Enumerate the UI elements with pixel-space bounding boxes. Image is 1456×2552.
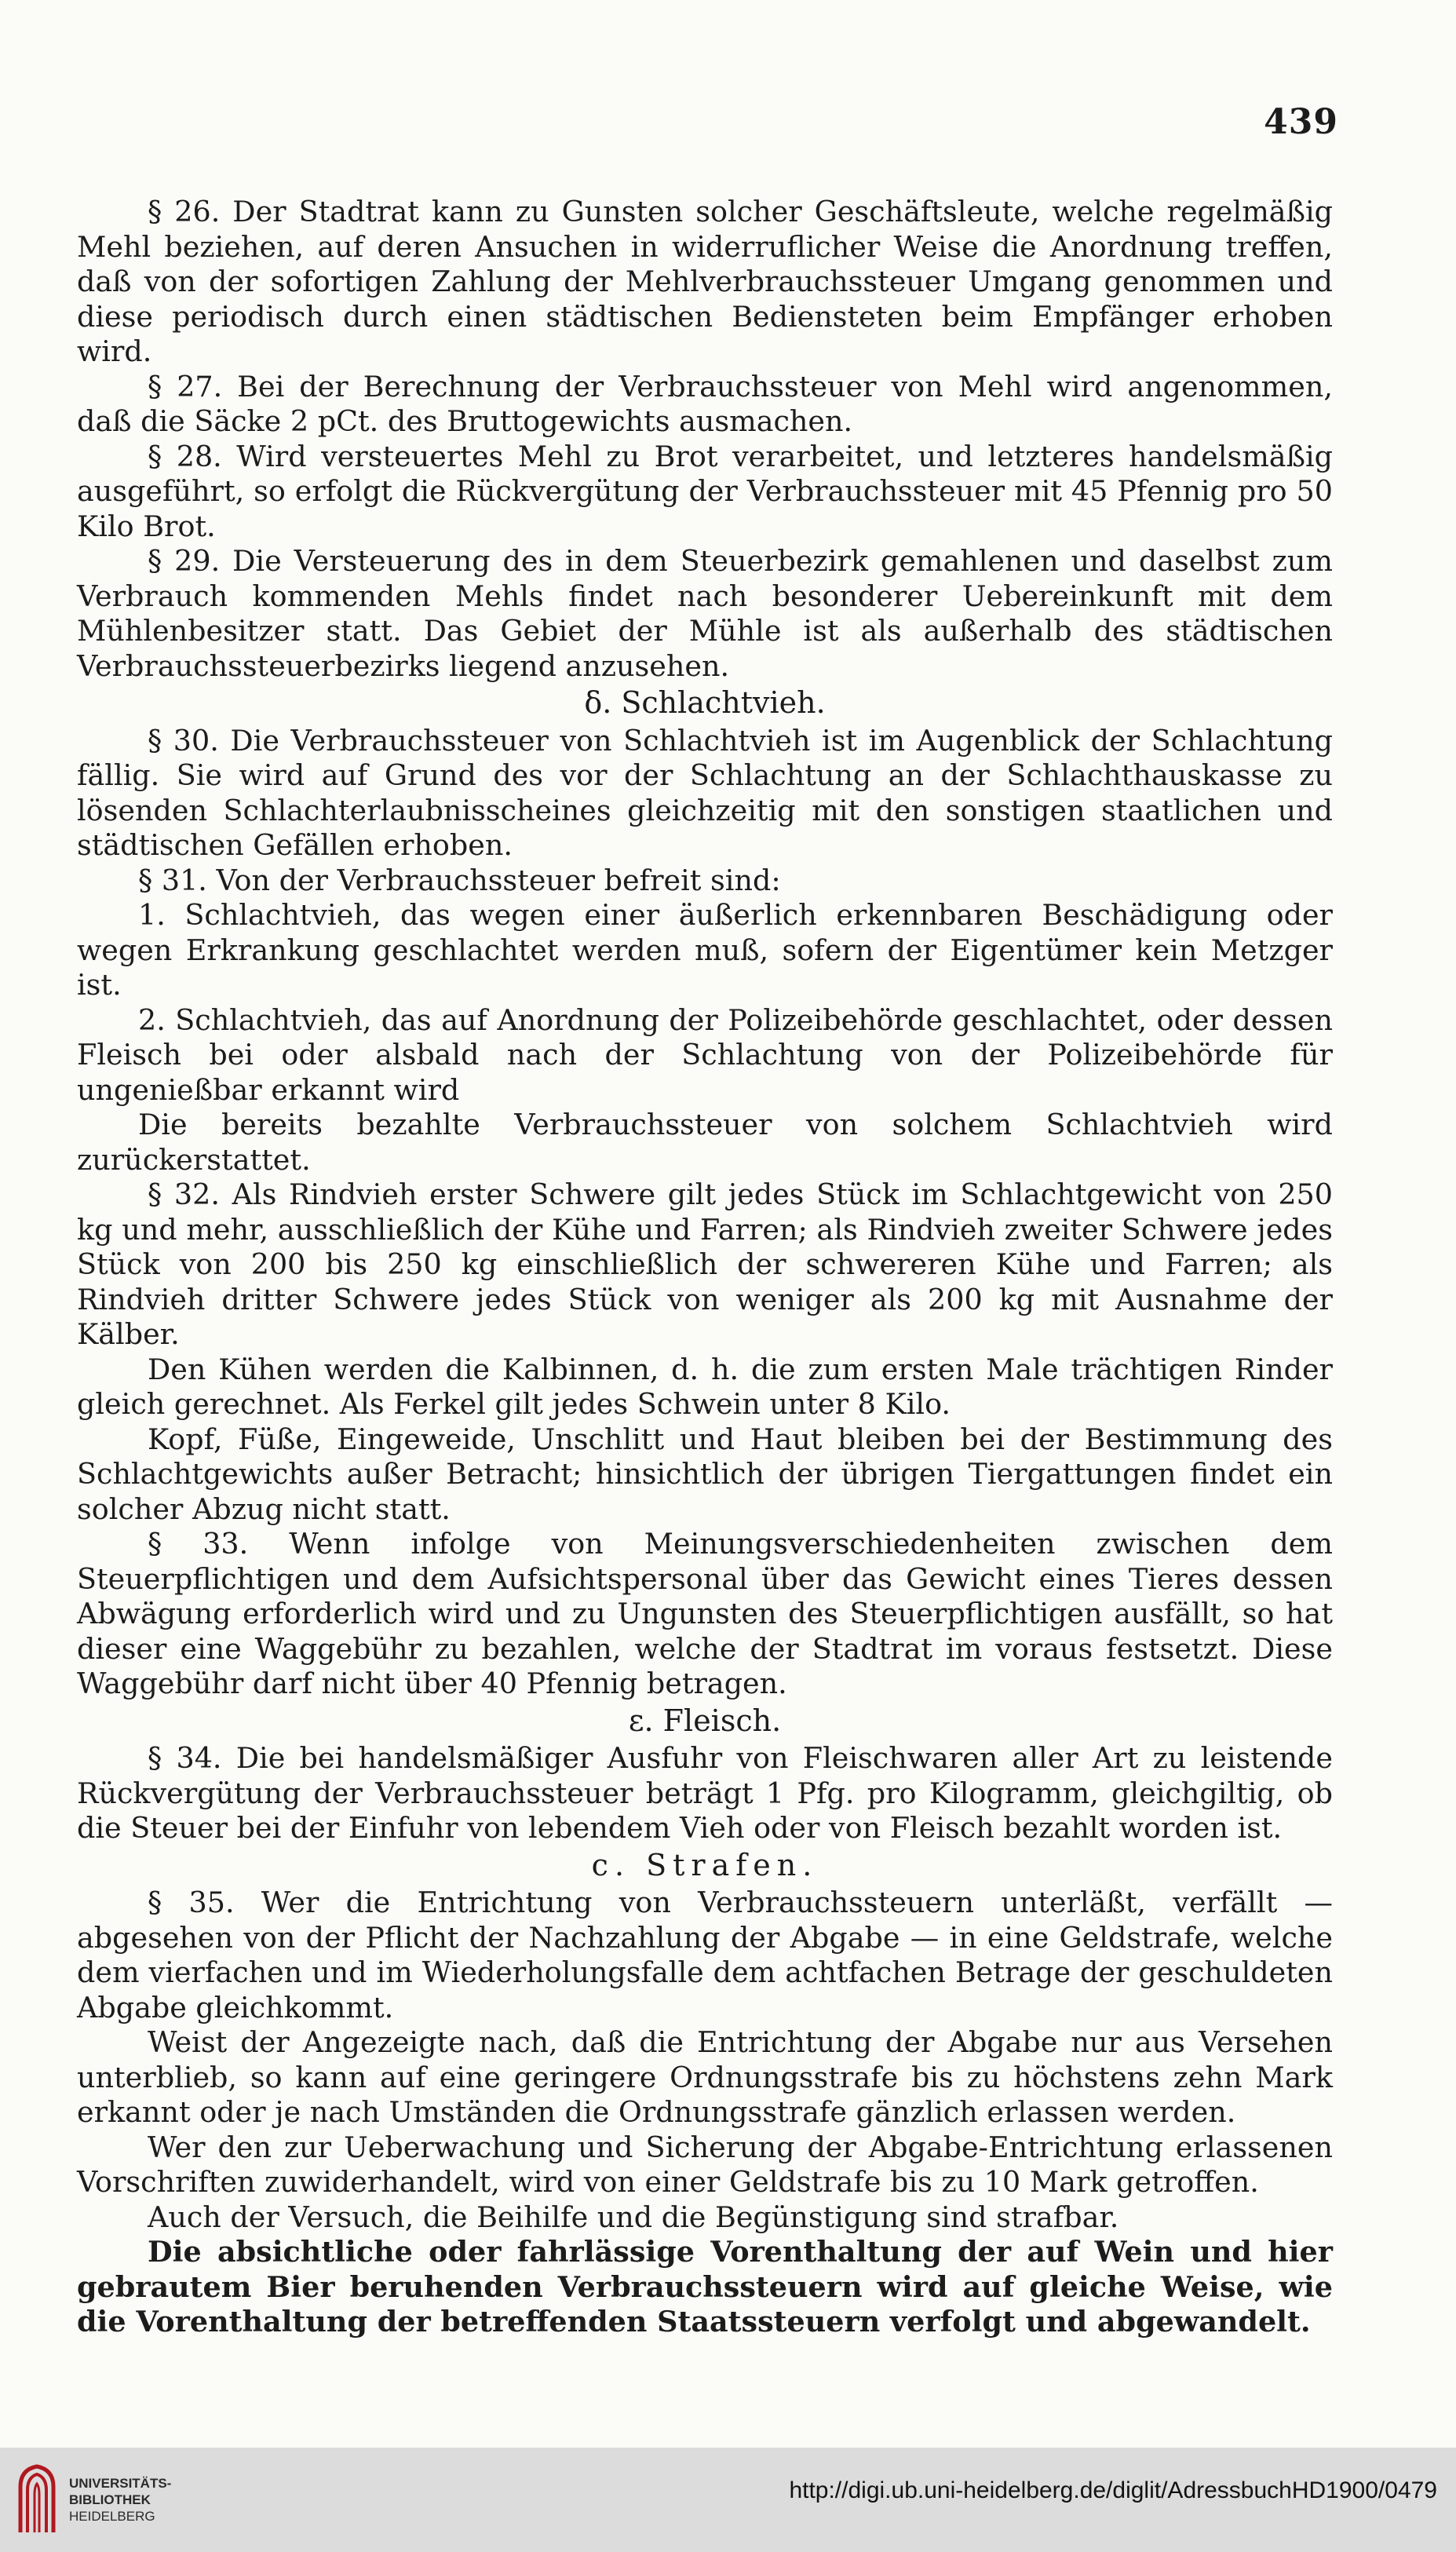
- library-name-line3: HEIDELBERG: [69, 2508, 155, 2524]
- paragraph-32-abzug: Kopf, Füße, Eingeweide, Unschlitt und Haut bleiben bei der Bestimmung des Schlachtgewichts außer Betracht; hinsichtlich der übrigen Tiergattungen findet ein solcher Abzug nicht statt.: [77, 1422, 1333, 1526]
- paragraph-29: § 29. Die Versteuerung des in dem Steuerbezirk gemahlenen und daselbst zum Verbrauch kommenden Mehls findet nach besonderer Uebereinkunft mit dem Mühlenbesitzer statt. Das Gebiet der Mühle ist als außerhalb des städtischen Verbrauchssteuerbezirks liegend anzusehen.: [77, 544, 1333, 683]
- paragraph-32-kuehe: Den Kühen werden die Kalbinnen, d. h. die zum ersten Male trächtigen Rinder gleich gerechnet. Als Ferkel gilt jedes Schwein unter 8 Kilo.: [77, 1352, 1333, 1421]
- paragraph-28: § 28. Wird versteuertes Mehl zu Brot verarbeitet, und letzteres handelsmäßig ausgeführt, so erfolgt die Rückvergütung der Verbrauchssteuer mit 45 Pfennig pro 50 Kilo Brot.: [77, 439, 1333, 543]
- library-name-line1: UNIVERSITÄTS-: [69, 2475, 172, 2491]
- library-logo[interactable]: [14, 2463, 171, 2536]
- paragraph-31-refund: Die bereits bezahlte Verbrauchssteuer von solchem Schlachtvieh wird zurückerstattet.: [77, 1108, 1333, 1177]
- paragraph-30: § 30. Die Verbrauchssteuer von Schlachtvieh ist im Augenblick der Schlachtung fällig. Sie wird auf Grund des vor der Schlachtung an der Schlachthauskasse zu lösenden Schlachterlaubnisscheines gleichzeitig mit den sonstigen staatlichen und städtischen Gefällen erhoben.: [77, 723, 1333, 862]
- source-url-link[interactable]: http://digi.ub.uni-heidelberg.de/diglit/AdressbuchHD1900/0479: [789, 2477, 1437, 2503]
- paragraph-27: § 27. Bei der Berechnung der Verbrauchssteuer von Mehl wird angenommen, daß die Säcke 2 pCt. des Bruttogewichts ausmachen.: [77, 369, 1333, 438]
- body-text: [77, 195, 1333, 2340]
- heading-fleisch: ε. Fleisch.: [628, 1703, 782, 1738]
- library-name-line2: BIBLIOTHEK: [69, 2492, 151, 2507]
- paragraph-35-versuch: Auch der Versuch, die Beihilfe und die Begünstigung sind strafbar.: [148, 2200, 1119, 2234]
- library-name: [69, 2475, 171, 2525]
- paragraph-31: § 31. Von der Verbrauchssteuer befreit sind:: [138, 863, 781, 897]
- viewer-footer: [0, 2448, 1456, 2552]
- paragraph-32: § 32. Als Rindvieh erster Schwere gilt jedes Stück im Schlachtgewicht von 250 kg und mehr, ausschließlich der Kühe und Farren; als Rindvieh zweiter Schwere jedes Stück von 200 bis 250 kg einschließlich der schwereren Kühe und Farren; als Rindvieh dritter Schwere jedes Stück von weniger als 200 kg mit Ausnahme der Kälber.: [77, 1177, 1333, 1351]
- paragraph-35: § 35. Wer die Entrichtung von Verbrauchssteuern unterläßt, verfällt — abgesehen von der Pflicht der Nachzahlung der Abgabe — in eine Geldstrafe, welche dem vierfachen und im Wiederholungsfalle dem achtfachen Betrage der geschuldeten Abgabe gleichkommt.: [77, 1886, 1333, 2024]
- heading-schlachtvieh: δ. Schlachtvieh.: [584, 685, 826, 720]
- paragraph-35-vorschriften: Wer den zur Ueberwachung und Sicherung der Abgabe-Entrichtung erlassenen Vorschriften zuwiderhandelt, wird von einer Geldstrafe bis zu 10 Mark getroffen.: [77, 2130, 1333, 2199]
- university-seal-icon: [14, 2463, 60, 2536]
- paragraph-33: § 33. Wenn infolge von Meinungsverschiedenheiten zwischen dem Steuerpflichtigen und dem Aufsichtspersonal über das Gewicht eines Tieres dessen Abwägung erforderlich wird und zu Ungunsten des Steuerpflichtigen ausfällt, so hat dieser eine Waggebühr zu bezahlen, welche der Stadtrat im voraus festsetzt. Diese Waggebühr darf nicht über 40 Pfennig betragen.: [77, 1527, 1333, 1700]
- paragraph-31-item-1: 1. Schlachtvieh, das wegen einer äußerlich erkennbaren Beschädigung oder wegen Erkrankung geschlachtet werden muß, sofern der Eigentümer kein Metzger ist.: [77, 898, 1333, 1002]
- heading-strafen: c. Strafen.: [591, 1847, 819, 1882]
- page-number: 439: [1264, 102, 1338, 142]
- paragraph-26: § 26. Der Stadtrat kann zu Gunsten solcher Geschäftsleute, welche regelmäßig Mehl beziehen, auf deren Ansuchen in widerruflicher Weise die Anordnung treffen, daß von der sofortigen Zahlung der Mehlverbrauchssteuer Umgang genommen und diese periodisch durch einen städtischen Bediensteten beim Empfänger erhoben wird.: [77, 195, 1333, 368]
- paragraph-35-versehen: Weist der Angezeigte nach, daß die Entrichtung der Abgabe nur aus Versehen unterblieb, so kann auf eine geringere Ordnungsstrafe bis zu höchstens zehn Mark erkannt oder je nach Umständen die Ordnungsstrafe gänzlich erlassen werden.: [77, 2025, 1333, 2129]
- paragraph-35-vorenthaltung: Die absichtliche oder fahrlässige Vorenthaltung der auf Wein und hier gebrautem Bier beruhenden Verbrauchssteuern wird auf gleiche Weise, wie die Vorenthaltung der betreffenden Staatssteuern verfolgt und abgewandelt.: [77, 2235, 1333, 2338]
- paragraph-31-item-2: 2. Schlachtvieh, das auf Anordnung der Polizeibehörde geschlachtet, oder dessen Fleisch bei oder alsbald nach der Schlachtung von der Polizeibehörde für ungenießbar erkannt wird: [77, 1002, 1333, 1107]
- paragraph-34: § 34. Die bei handelsmäßiger Ausfuhr von Fleischwaren aller Art zu leistende Rückvergütung der Verbrauchssteuer beträgt 1 Pfg. pro Kilogramm, gleichgiltig, ob die Steuer bei der Einfuhr von lebendem Vieh oder von Fleisch bezahlt worden ist.: [77, 1741, 1333, 1845]
